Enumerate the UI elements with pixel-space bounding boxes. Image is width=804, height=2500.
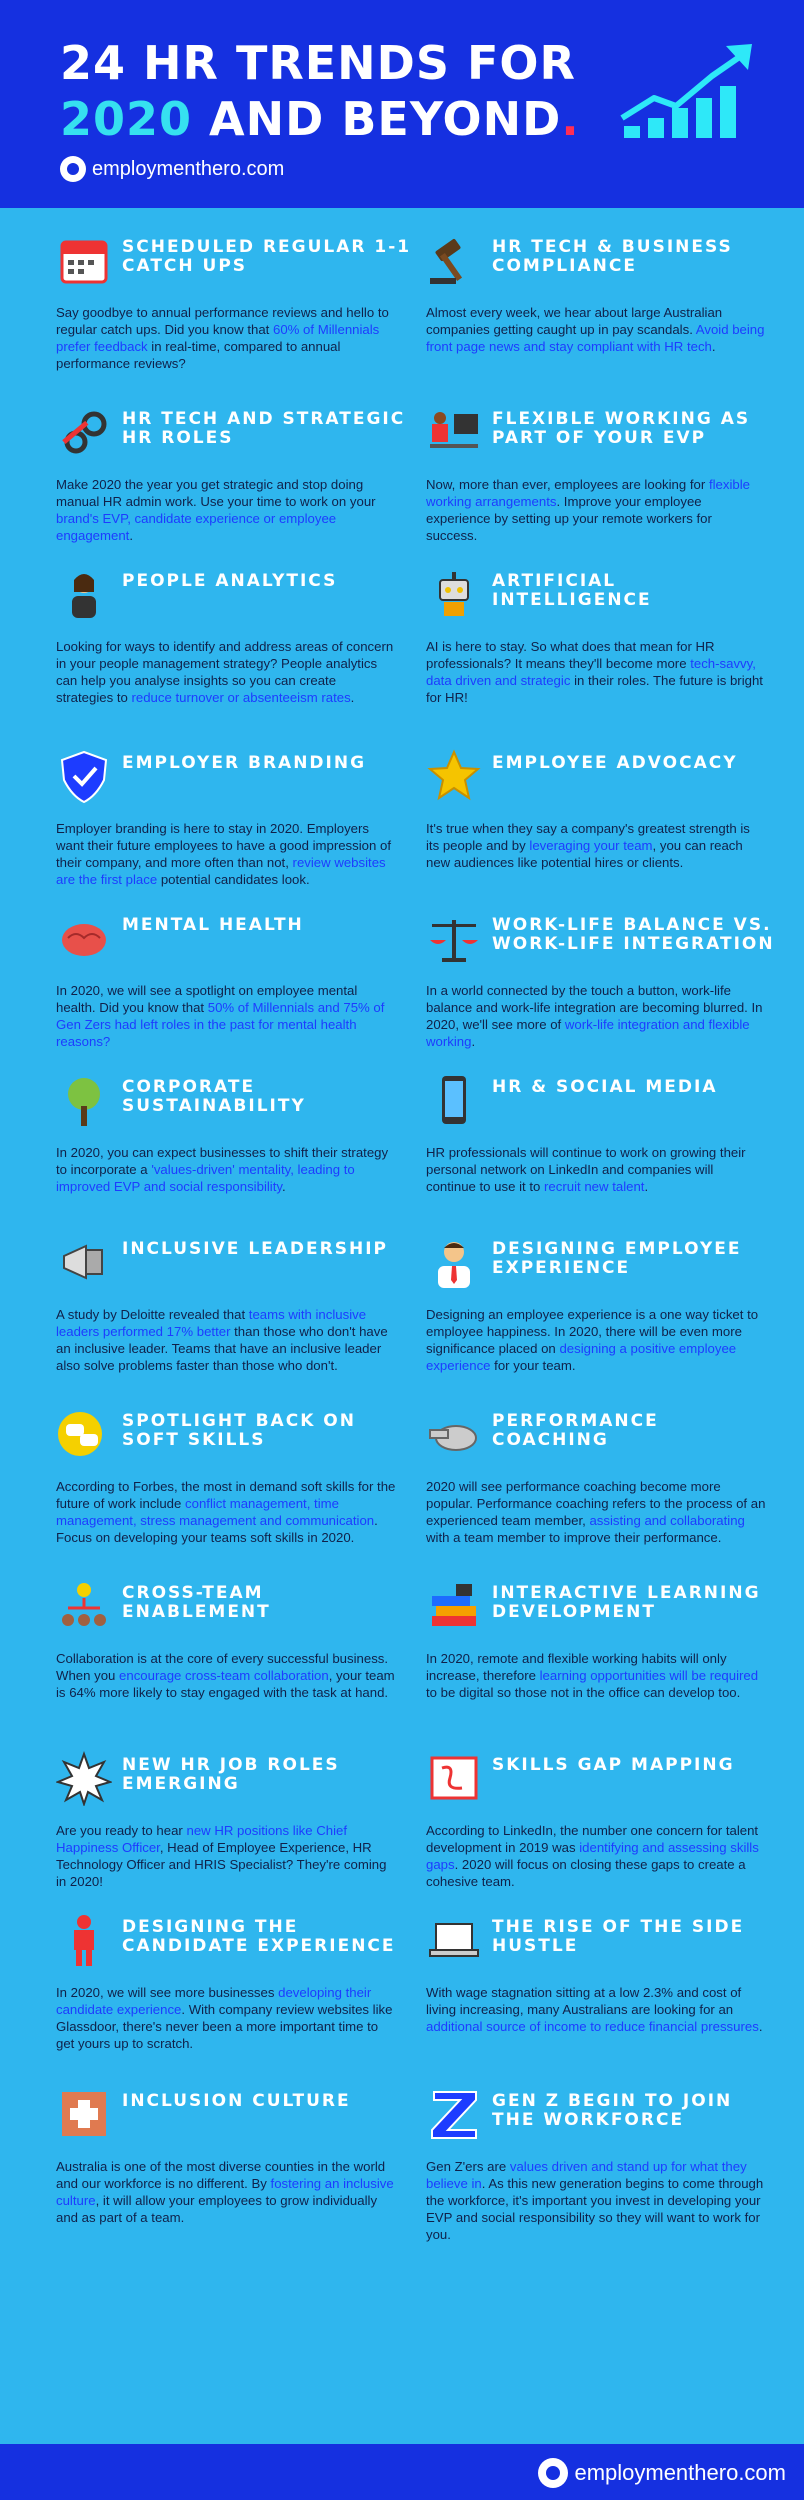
trend-title: SKILLS GAP MAPPING <box>492 1755 735 1775</box>
body-text: . Improve your employee experience by setting up your remote workers for success. <box>426 494 712 543</box>
brand-name: employmenthero.com <box>92 157 285 180</box>
body-text: . <box>711 339 716 354</box>
team-network-icon <box>56 1578 112 1634</box>
body-text: Australia is one of the most diverse counties in the world and our workforce is no different. By <box>56 2159 386 2191</box>
trend-title: WORK-LIFE BALANCE VS. WORK-LIFE INTEGRATION <box>492 915 775 954</box>
speech-bubbles-icon <box>56 1406 112 1462</box>
body-text: Are you ready to hear <box>56 1823 187 1838</box>
trend-description <box>426 638 766 706</box>
title-rest: AND BEYOND <box>192 92 562 146</box>
trend-title: HR TECH AND STRATEGIC HR ROLES <box>122 409 406 448</box>
trend-description <box>56 1144 396 1195</box>
balance-scale-icon <box>426 910 482 966</box>
trend-description <box>426 304 766 355</box>
title-dot: . <box>561 92 580 146</box>
body-text: Designing an employee experience is a one way ticket to employee happiness. In 2020, there will be even more significance placed on <box>426 1307 759 1356</box>
remote-worker-icon <box>426 404 482 460</box>
footer-banner <box>0 2444 804 2500</box>
letter-z-icon <box>426 2086 482 2142</box>
body-text: Almost every week, we hear about large Australian companies getting caught up in pay scandals. <box>426 305 723 337</box>
calendar-icon <box>56 232 112 288</box>
trend-description <box>426 1306 766 1374</box>
body-text: . <box>644 1179 649 1194</box>
trend-title: CORPORATE SUSTAINABILITY <box>122 1077 306 1116</box>
body-text: in real-time, compared to annual performance reviews? <box>56 339 341 371</box>
brand-logo[interactable] <box>60 156 284 182</box>
map-icon <box>426 1750 482 1806</box>
highlight-link[interactable]: teams with inclusive leaders performed 17% better <box>56 1307 367 1339</box>
body-text: . <box>282 1179 286 1194</box>
brand-mark-icon <box>538 2458 568 2488</box>
books-icon <box>426 1578 482 1634</box>
trend-title: EMPLOYEE ADVOCACY <box>492 753 738 773</box>
trend-description <box>56 820 396 888</box>
footer-brand-name: employmenthero.com <box>574 2460 786 2485</box>
body-text: , your team is 64% more likely to stay engaged with the task at hand. <box>56 1668 395 1700</box>
title-year: 2020 <box>60 92 193 146</box>
trend-title: PERFORMANCE COACHING <box>492 1411 659 1450</box>
trend-description <box>426 1650 766 1701</box>
body-text: . <box>471 1034 476 1049</box>
highlight-link[interactable]: review websites are the first place <box>56 855 386 887</box>
body-text: HR professionals will continue to work on growing their personal network on LinkedIn and companies will continue to use it to <box>426 1145 746 1194</box>
body-text: . Focus on developing your teams soft skills in 2020. <box>56 1513 378 1545</box>
body-text: Say goodbye to annual performance reviews and hello to regular catch ups. Did you know that <box>56 305 389 337</box>
highlight-link[interactable]: brand's EVP, candidate experience or employee engagement <box>56 511 337 543</box>
body-text: In a world connected by the touch a button, work-life balance and work-life integration are becoming blurred. In 2020, we'll see more of <box>426 983 763 1032</box>
highlight-link[interactable]: encourage cross-team collaboration <box>119 1668 329 1683</box>
trend-title: FLEXIBLE WORKING AS PART OF YOUR EVP <box>492 409 751 448</box>
body-text: with a team member to improve their performance. <box>426 1530 722 1545</box>
body-text: In 2020, remote and flexible working habits will only increase, therefore <box>426 1651 727 1683</box>
tree-icon <box>56 1072 112 1128</box>
trend-chart-icon <box>620 40 760 150</box>
body-text: . 2020 will focus on closing these gaps to create a cohesive team. <box>426 1857 746 1889</box>
body-text: , you can reach new audiences like potential hires or clients. <box>426 838 743 870</box>
body-text: According to Forbes, the most in demand soft skills for the future of work include <box>56 1479 396 1511</box>
trend-title: INCLUSIVE LEADERSHIP <box>122 1239 388 1259</box>
trend-title: MENTAL HEALTH <box>122 915 304 935</box>
header-banner <box>0 0 804 208</box>
body-text: Now, more than ever, employees are looking for <box>426 477 709 492</box>
trend-description <box>426 1822 766 1890</box>
highlight-link[interactable]: 60% of Millennials prefer feedback <box>56 322 380 354</box>
trend-description <box>56 1478 396 1546</box>
body-text: A study by Deloitte revealed that <box>56 1307 249 1322</box>
trend-description <box>426 476 766 544</box>
body-text: Employer branding is here to stay in 2020. Employers want their future employees to have a good impression of their company, and more often than not, <box>56 821 392 870</box>
trend-description <box>56 304 396 372</box>
highlight-link[interactable]: new HR positions like Chief Happiness Officer <box>56 1823 348 1855</box>
trend-title: HR & SOCIAL MEDIA <box>492 1077 718 1097</box>
highlight-link[interactable]: designing a positive employee experience <box>426 1341 737 1373</box>
megaphone-icon <box>56 1234 112 1290</box>
highlight-link[interactable]: assisting and collaborating <box>589 1513 745 1528</box>
highlight-link[interactable]: reduce turnover or absenteeism rates <box>131 690 351 705</box>
trend-title: NEW HR JOB ROLES EMERGING <box>122 1755 340 1794</box>
trend-title: SPOTLIGHT BACK ON SOFT SKILLS <box>122 1411 356 1450</box>
trend-description <box>56 638 396 706</box>
brain-icon <box>56 910 112 966</box>
trend-title: INTERACTIVE LEARNING DEVELOPMENT <box>492 1583 761 1622</box>
body-text: . <box>129 528 133 543</box>
footer-brand-logo[interactable] <box>538 2458 786 2488</box>
trend-description <box>56 1306 396 1374</box>
body-text: In 2020, we will see more businesses <box>56 1985 279 2000</box>
trend-title: SCHEDULED REGULAR 1-1 CATCH UPS <box>122 237 412 276</box>
body-text: It's true when they say a company's greatest strength is its people and by <box>426 821 750 853</box>
trend-title: PEOPLE ANALYTICS <box>122 571 338 591</box>
body-text: than those who don't have an inclusive leader. Teams that have an inclusive leader also solve problems faster than those who don't. <box>56 1324 388 1373</box>
highlight-link[interactable]: Avoid being front page news and stay compliant with HR tech <box>426 322 765 354</box>
highlight-link[interactable]: recruit new talent <box>544 1179 645 1194</box>
trend-description <box>426 1144 766 1195</box>
highlight-link[interactable]: values driven and stand up for what they believe in <box>426 2159 747 2191</box>
body-text: . With company review websites like Glassdoor, there's never been a more important time to get yours up to scratch. <box>56 2002 393 2051</box>
smartphone-icon <box>426 1072 482 1128</box>
highlight-link[interactable]: flexible working arrangements <box>426 477 751 509</box>
trend-description <box>56 982 396 1050</box>
trend-description <box>56 476 396 544</box>
trend-description <box>426 820 766 871</box>
body-text: In 2020, you can expect businesses to shift their strategy to incorporate a <box>56 1145 389 1177</box>
page-title-line1: 24 HR TRENDS FOR <box>60 36 576 90</box>
trend-title: HR TECH & BUSINESS COMPLIANCE <box>492 237 733 276</box>
body-text: Make 2020 the year you get strategic and stop doing manual HR admin work. Use your time to work on your <box>56 477 376 509</box>
highlight-link[interactable]: identifying and assessing skills gaps <box>426 1840 759 1872</box>
tools-gears-icon <box>56 404 112 460</box>
trend-title: THE RISE OF THE SIDE HUSTLE <box>492 1917 745 1956</box>
body-text: AI is here to stay. So what does that mean for HR professionals? It means they'll become more <box>426 639 715 671</box>
employee-icon <box>426 1234 482 1290</box>
body-text: to be digital so those not in the office can develop too. <box>426 1685 741 1700</box>
highlight-link[interactable]: work-life integration and flexible working <box>426 1017 750 1049</box>
trend-description <box>56 1650 396 1701</box>
laptop-icon <box>426 1912 482 1968</box>
body-text: . <box>758 2019 763 2034</box>
page-title-line2 <box>60 92 580 146</box>
shield-check-icon <box>56 748 112 804</box>
highlight-link[interactable]: leveraging your team <box>529 838 653 853</box>
body-text: . As this new generation begins to come through the workforce, it's important you invest in developing your EVP and social responsibility so they will want to work for you. <box>426 2176 764 2242</box>
trend-title: ARTIFICIAL INTELLIGENCE <box>492 571 652 610</box>
trend-description <box>426 2158 766 2243</box>
body-text: According to LinkedIn, the number one concern for talent development in 2019 was <box>426 1823 759 1855</box>
trend-title: DESIGNING THE CANDIDATE EXPERIENCE <box>122 1917 396 1956</box>
body-text: In 2020, we will see a spotlight on employee mental health. Did you know that <box>56 983 358 1015</box>
trend-description <box>426 1984 766 2035</box>
trend-description <box>426 982 766 1050</box>
body-text: Looking for ways to identify and address areas of concern in your people management strategy? People analytics can help you analyse insights so you can create strategies to <box>56 639 394 705</box>
linked-hands-icon <box>56 2086 112 2142</box>
highlight-link[interactable]: developing their candidate experience <box>56 1985 372 2017</box>
body-text: . <box>350 690 355 705</box>
highlight-link[interactable]: 50% of Millennials and 75% of Gen Zers had left roles in the past for mental health reasons? <box>56 1000 385 1049</box>
trend-description <box>426 1478 766 1546</box>
trend-description <box>56 2158 396 2226</box>
body-text: , Head of Employee Experience, HR Technology Officer and HRIS Specialist? They're coming in 2020! <box>56 1840 387 1889</box>
body-text: in their roles. The future is bright for HR! <box>426 673 763 705</box>
candidate-figure-icon <box>56 1912 112 1968</box>
body-text: 2020 will see performance coaching become more popular. Performance coaching refers to the process of an experienced team member, <box>426 1479 766 1528</box>
trend-description <box>56 1822 396 1890</box>
trend-title: EMPLOYER BRANDING <box>122 753 367 773</box>
trend-title: INCLUSION CULTURE <box>122 2091 351 2111</box>
body-text: With wage stagnation sitting at a low 2.3% and cost of living increasing, many Australians are looking for an <box>426 1985 742 2017</box>
highlight-link[interactable]: conflict management, time management, stress management and communication <box>56 1496 375 1528</box>
body-text: , it will allow your employees to grow individually and as part of a team. <box>56 2193 378 2225</box>
trend-title: GEN Z BEGIN TO JOIN THE WORKFORCE <box>492 2091 733 2130</box>
highlight-link[interactable]: additional source of income to reduce financial pressures <box>426 2019 759 2034</box>
robot-icon <box>426 566 482 622</box>
gavel-icon <box>426 232 482 288</box>
body-text: Gen Z'ers are <box>426 2159 510 2174</box>
body-text: Collaboration is at the core of every successful business. When you <box>56 1651 389 1683</box>
burst-icon <box>56 1750 112 1806</box>
trend-title: DESIGNING EMPLOYEE EXPERIENCE <box>492 1239 742 1278</box>
trend-description <box>56 1984 396 2052</box>
brand-mark-icon <box>60 156 86 182</box>
highlight-link[interactable]: fostering an inclusive culture <box>56 2176 394 2208</box>
body-text: for your team. <box>490 1358 576 1373</box>
highlight-link[interactable]: tech-savvy, data driven and strategic <box>426 656 756 688</box>
trend-title: CROSS-TEAM ENABLEMENT <box>122 1583 271 1622</box>
highlight-link[interactable]: learning opportunities will be required <box>539 1668 759 1683</box>
highlight-link[interactable]: 'values-driven' mentality, leading to improved EVP and social responsibility <box>56 1162 355 1194</box>
star-icon <box>426 748 482 804</box>
person-icon <box>56 566 112 622</box>
body-text: potential candidates look. <box>157 872 310 887</box>
whistle-icon <box>426 1406 482 1462</box>
